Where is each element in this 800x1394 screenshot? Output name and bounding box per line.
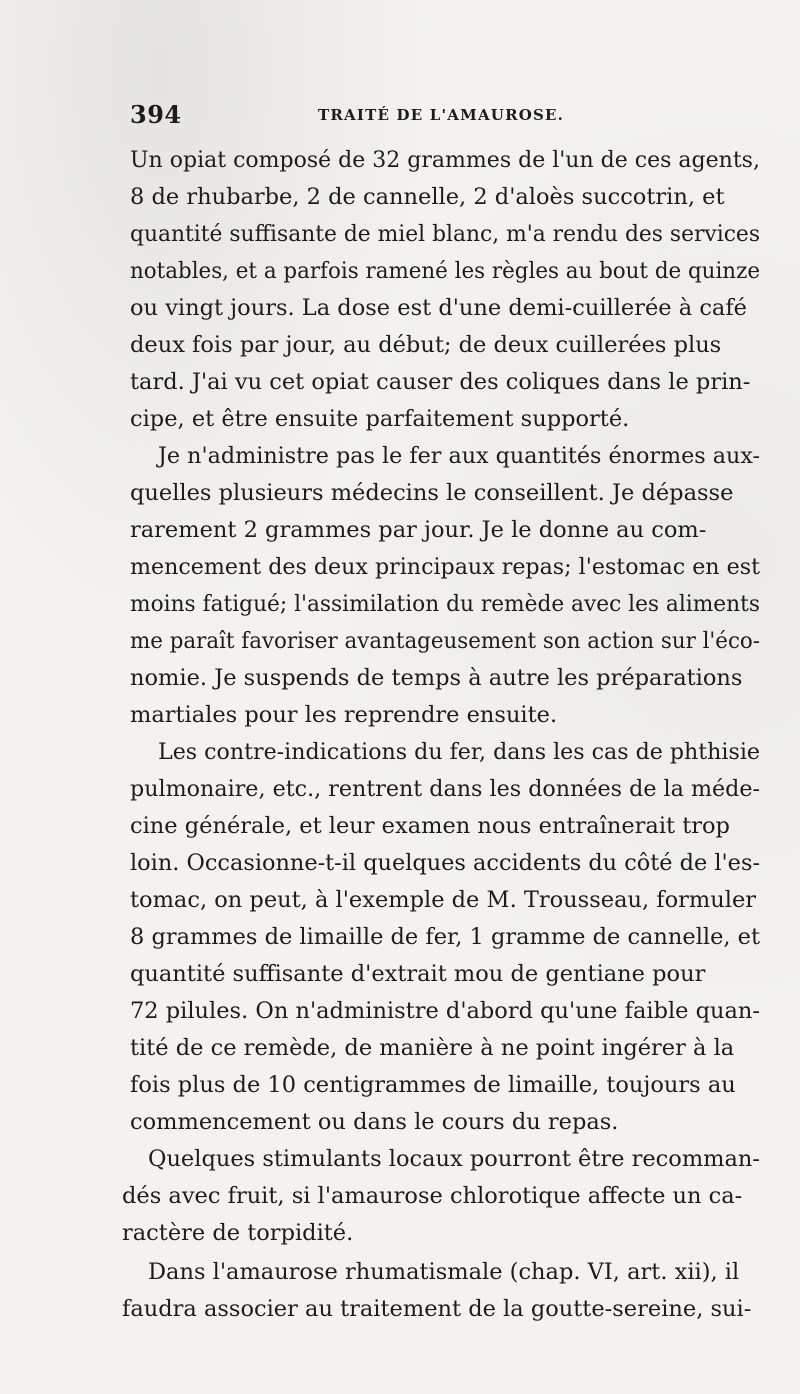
text-line: mencement des deux principaux repas; l'estomac en est: [130, 554, 760, 580]
text-line: tomac, on peut, à l'exemple de M. Trousseau, formuler: [130, 887, 757, 913]
text-line: tard. J'ai vu cet opiat causer des coliques dans le prin-: [130, 369, 751, 395]
text-line: tité de ce remède, de manière à ne point ingérer à la: [130, 1035, 735, 1061]
text-line: loin. Occasionne-t-il quelques accidents du côté de l'es-: [130, 850, 761, 876]
text-line: deux fois par jour, au début; de deux cuillerées plus: [130, 332, 722, 358]
paragraph-first-line: Les contre-indications du fer, dans les cas de phthisie: [158, 739, 761, 765]
running-title: TRAITÉ DE L'AMAUROSE.: [318, 106, 565, 124]
page-header: [130, 100, 750, 136]
text-line: fois plus de 10 centigrammes de limaille, toujours au: [130, 1072, 736, 1098]
text-line: cipe, et être ensuite parfaitement supporté.: [130, 406, 630, 432]
text-line: ractère de torpidité.: [122, 1220, 354, 1246]
text-line: faudra associer au traitement de la goutte-sereine, sui-: [122, 1296, 752, 1322]
text-line: dés avec fruit, si l'amaurose chlorotique affecte un ca-: [122, 1183, 743, 1209]
text-line: nomie. Je suspends de temps à autre les préparations: [130, 665, 743, 691]
page-number: 394: [130, 100, 182, 129]
text-line: quantité suffisante de miel blanc, m'a rendu des services: [130, 221, 761, 247]
text-line: rarement 2 grammes par jour. Je le donne au com-: [130, 517, 707, 543]
text-line: notables, et a parfois ramené les règles au bout de quinze: [130, 258, 761, 284]
text-line: ou vingt jours. La dose est d'une demi-cuillerée à café: [130, 295, 747, 321]
text-line: Un opiat composé de 32 grammes de l'un de ces agents,: [130, 147, 760, 173]
text-line: quantité suffisante d'extrait mou de gentiane pour: [130, 961, 706, 987]
text-line: moins fatigué; l'assimilation du remède avec les aliments: [130, 591, 760, 617]
text-line: quelles plusieurs médecins le conseillent. Je dépasse: [130, 480, 734, 506]
text-line: 8 de rhubarbe, 2 de cannelle, 2 d'aloès succotrin, et: [130, 184, 725, 210]
text-line: me paraît favoriser avantageusement son action sur l'éco-: [130, 628, 761, 654]
text-line: 72 pilules. On n'administre d'abord qu'une faible quan-: [130, 998, 760, 1024]
text-line: pulmonaire, etc., rentrent dans les données de la méde-: [130, 776, 761, 802]
paragraph-first-line: Quelques stimulants locaux pourront être recomman-: [148, 1146, 761, 1172]
text-line: 8 grammes de limaille de fer, 1 gramme de cannelle, et: [130, 924, 761, 950]
text-line: cine générale, et leur examen nous entraînerait trop: [130, 813, 730, 839]
paragraph-first-line: Dans l'amaurose rhumatismale (chap. VI, art. xii), il: [148, 1259, 740, 1285]
text-line: commencement ou dans le cours du repas.: [130, 1109, 619, 1135]
paragraph-first-line: Je n'administre pas le fer aux quantités énormes aux-: [158, 443, 761, 469]
text-line: martiales pour les reprendre ensuite.: [130, 702, 558, 728]
